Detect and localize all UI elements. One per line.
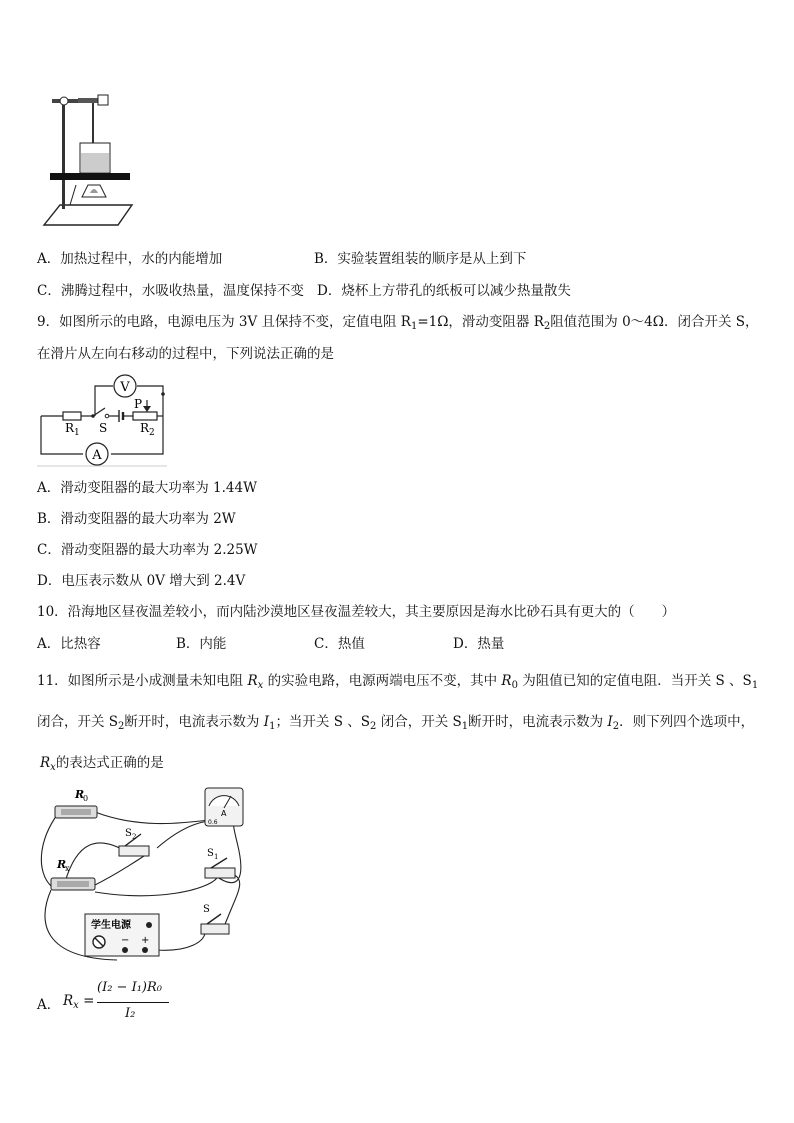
q11-stem-part: ；当开关 S 、S (275, 714, 371, 730)
q11-rx-subscript: x (257, 680, 264, 691)
q8-option-b[interactable]: B．实验装置组装的顺序是从上到下 (314, 251, 527, 267)
q11-experiment-figure (37, 782, 252, 972)
q11-rx-symbol: R (40, 755, 51, 771)
q11-stem-line-3 (40, 754, 164, 777)
q11-option-a-rx-symbol: R (63, 993, 74, 1009)
q9-option-d[interactable]: D．电压表示数从 0V 增大到 2.4V (37, 573, 246, 589)
q9-option-c[interactable]: C．滑动变阻器的最大功率为 2.25W (37, 542, 258, 558)
q11-option-a-numerator: (I₂ − I₁)R₀ (97, 980, 162, 995)
q11-stem-part: 断开时，电流表示数为 (124, 714, 264, 730)
q9-option-b[interactable]: B．滑动变阻器的最大功率为 2W (37, 511, 236, 527)
q11-i1-subscript: 1 (269, 721, 276, 732)
q8-option-d[interactable]: D．烧杯上方带孔的纸板可以减少热量散失 (317, 283, 571, 299)
q11-option-a-denominator: I₂ (125, 1006, 136, 1021)
r1-label-sub: 1 (74, 428, 80, 438)
q11-s1-subscript: 1 (461, 721, 469, 732)
q10-stem: 10．沿海地区昼夜温差较小，而内陆沙漠地区昼夜温差较大，其主要原因是海水比砂石具有更大的（ ） (37, 604, 676, 620)
slider-label: P (134, 397, 143, 411)
q9-r1-subscript: 1 (410, 321, 418, 332)
q10-option-d[interactable]: D．热量 (453, 636, 505, 652)
fig-r0-sub: 0 (83, 794, 89, 803)
fig-s1-sub: 1 (214, 853, 219, 861)
q11-s2-subscript: 2 (118, 721, 125, 732)
q11-stem-line-2 (37, 713, 754, 736)
q8-option-c[interactable]: C．沸腾过程中，水吸收热量，温度保持不变 (37, 283, 304, 299)
switch-label: S (99, 421, 108, 435)
q9-circuit-diagram (37, 372, 172, 468)
fig-s2-label: S (125, 828, 132, 839)
q11-stem-part: 断开时，电流表示数为 (468, 714, 608, 730)
q9-r2-subscript: 2 (543, 321, 551, 332)
q11-rx-symbol: R (247, 673, 258, 689)
fig-minus-terminal: − (121, 935, 130, 946)
q10-option-a[interactable]: A．比热容 (37, 636, 101, 652)
q10-option-b[interactable]: B．内能 (176, 636, 227, 652)
q11-stem-part: 闭合，开关 S (376, 714, 462, 730)
ammeter-label: A (92, 448, 102, 463)
q9-stem-line-1 (37, 313, 758, 336)
q11-option-a-label: A． (37, 997, 61, 1013)
fig-ammeter-label: A (221, 809, 227, 818)
q11-stem-part: 为阻值已知的定值电阻．当开关 S 、S (517, 673, 752, 689)
r1-label: R (65, 421, 75, 435)
q11-stem-part: 的表达式正确的是 (55, 755, 164, 771)
fig-r0-label: R (75, 788, 85, 801)
fig-s-label: S (203, 904, 210, 915)
q9-option-a[interactable]: A．滑动变阻器的最大功率为 1.44W (37, 480, 257, 496)
q11-option-a-rx-subscript: x (73, 1000, 79, 1011)
q11-i2-subscript: 2 (612, 721, 620, 732)
q11-i1-symbol: I (263, 714, 270, 730)
fig-s1-label: S (207, 848, 214, 859)
q11-i2-symbol: I (607, 714, 613, 730)
fig-power-supply-title: 学生电源 (91, 920, 131, 931)
q9-stem-part-2: =1Ω，滑动变阻器 R (417, 314, 544, 330)
q11-stem-line-1 (37, 672, 758, 695)
q8-option-a[interactable]: A．加热过程中，水的内能增加 (37, 251, 223, 267)
q11-r0-subscript: 0 (511, 680, 518, 691)
q9-stem-part-3: 阻值范围为 0～4Ω．闭合开关 S， (550, 314, 759, 330)
fig-plus-terminal: + (141, 935, 150, 946)
fig-s2-sub: 2 (132, 833, 137, 841)
fig-rx-sub: x (65, 864, 70, 873)
q11-stem-part: 11．如图所示是小成测量未知电阻 (37, 673, 248, 689)
r2-label: R (140, 421, 150, 435)
q10-option-c[interactable]: C．热值 (314, 636, 365, 652)
q11-r0-symbol: R (501, 673, 512, 689)
voltmeter-label: V (120, 380, 130, 395)
fig-rx-label: R (57, 858, 67, 871)
q11-option-a-rx: $R_x$ = (63, 993, 95, 1011)
r2-label-sub: 2 (149, 428, 155, 438)
q11-stem-part: ．则下列四个选项中， (619, 714, 755, 730)
q11-option-a-fraction-bar (97, 1002, 169, 1003)
q11-stem-part: 的实验电路，电源两端电压不变，其中 (263, 673, 502, 689)
q11-s2-subscript: 2 (370, 721, 377, 732)
fig-ammeter-scale: 0.6 (208, 819, 218, 826)
q11-s1-subscript: 1 (751, 680, 759, 691)
q9-stem-line-2: 在滑片从左向右移动的过程中，下列说法正确的是 (37, 346, 334, 362)
q11-rx-subscript: x (50, 762, 56, 773)
q9-stem-part-1: 9．如图所示的电路，电源电压为 3V 且保持不变，定值电阻 R (37, 314, 411, 330)
boiling-apparatus-figure (40, 85, 140, 230)
q11-stem-part: 闭合，开关 S (37, 714, 119, 730)
